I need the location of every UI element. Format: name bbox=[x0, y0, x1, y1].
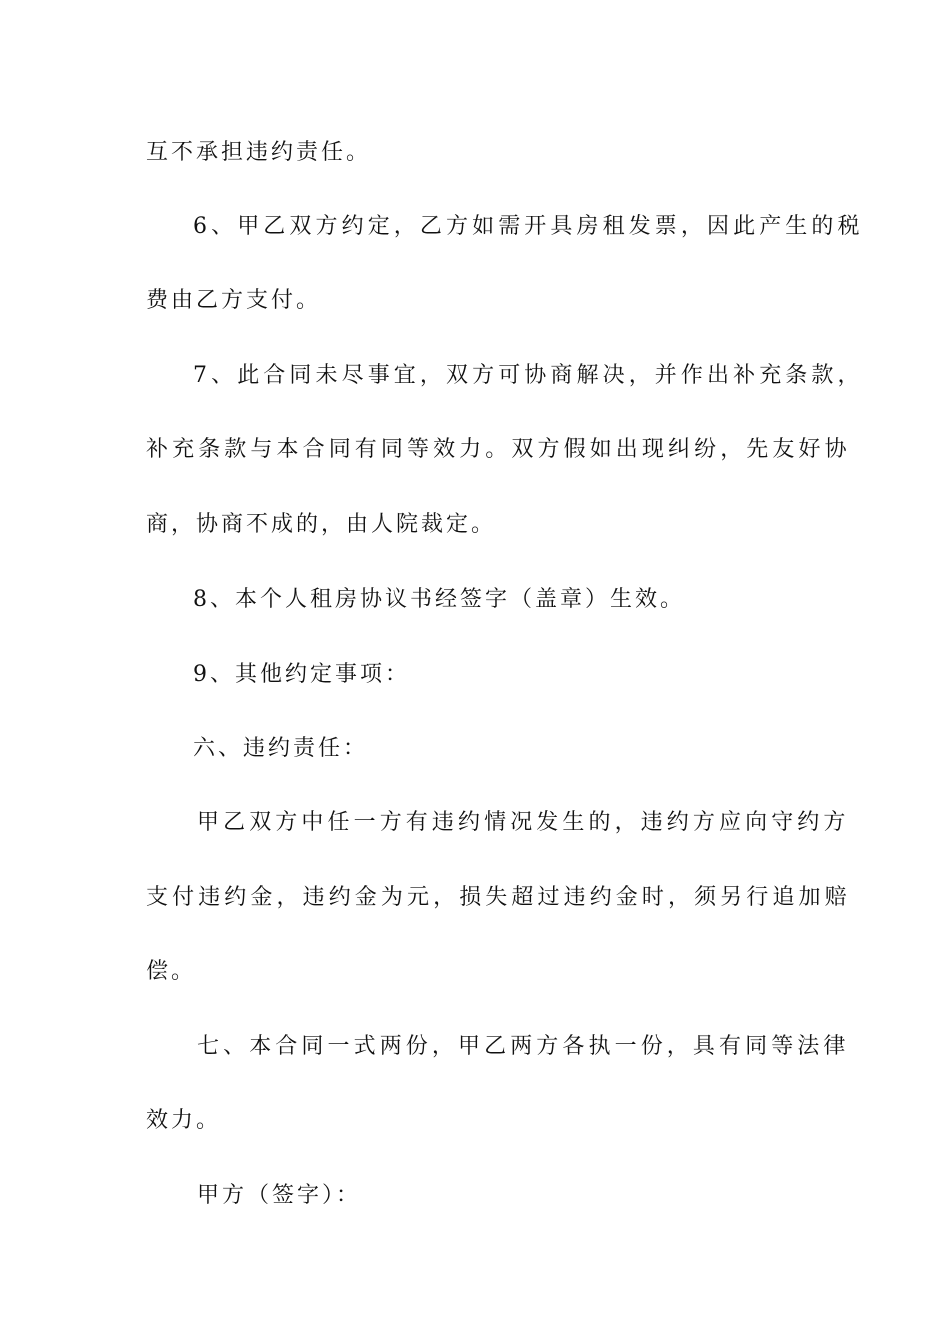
text-line: 9、其他约定事项： bbox=[193, 662, 410, 687]
text-line: 支付违约金，违约金为元，损失超过违约金时，须另行追加赔 bbox=[146, 885, 851, 910]
text-line: 7、此合同未尽事宜，双方可协商解决，并作出补充条款， bbox=[193, 363, 864, 388]
text-line: 费由乙方支付。 bbox=[146, 288, 322, 313]
text-line: 七、本合同一式两份，甲乙两方各执一份，具有同等法律 bbox=[197, 1034, 850, 1059]
text-line: 补充条款与本合同有同等效力。双方假如出现纠纷，先友好协 bbox=[146, 437, 851, 462]
text-line: 甲乙双方中任一方有违约情况发生的，违约方应向守约方 bbox=[197, 810, 850, 835]
signature-label: 甲方（签字）： bbox=[197, 1183, 362, 1208]
text-line: 互不承担违约责任。 bbox=[146, 140, 372, 165]
text-line: 效力。 bbox=[146, 1108, 222, 1133]
text-line: 6、甲乙双方约定，乙方如需开具房租发票，因此产生的税 bbox=[193, 214, 864, 239]
text-line: 偿。 bbox=[146, 959, 197, 984]
text-line: 8、本个人租房协议书经签字（盖章）生效。 bbox=[193, 587, 685, 612]
section-heading: 六、违约责任： bbox=[193, 736, 369, 761]
text-line: 商，协商不成的，由人院裁定。 bbox=[146, 512, 497, 537]
